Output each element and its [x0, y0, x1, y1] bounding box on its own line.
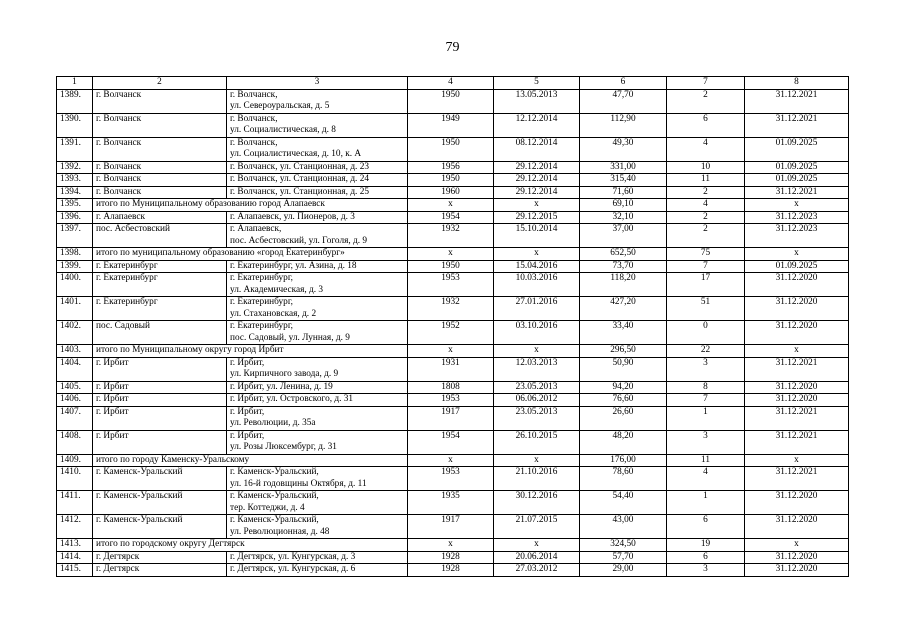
year-cell: 1931 [408, 357, 494, 381]
date-cell: 23.05.2013 [494, 381, 580, 394]
row-number-cell: 1398. [57, 248, 93, 261]
table-row [57, 357, 849, 381]
address-line: ул. Стахановская, д. 2 [230, 308, 317, 319]
subtotal-label-cell: итого по Муниципальному образованию город Алапаевск [93, 199, 408, 212]
date-cell: 13.05.2013 [494, 89, 580, 113]
settlement-cell: г. Волчанск [93, 186, 227, 199]
header-cell: 2 [93, 77, 227, 90]
year-cell: 1956 [408, 161, 494, 174]
settlement-cell: г. Екатеринбург [93, 273, 227, 297]
row-number-cell: 1412. [57, 515, 93, 539]
count-cell: 10 [667, 161, 745, 174]
address-line: ул. 16-й годовщины Октября, д. 11 [230, 478, 367, 489]
table-row [57, 113, 849, 137]
count-cell: 51 [667, 297, 745, 321]
address-cell [227, 406, 408, 430]
term-cell: 01.09.2025 [745, 161, 849, 174]
date-cell: 12.12.2014 [494, 113, 580, 137]
table-row [57, 260, 849, 273]
count-cell: 4 [667, 137, 745, 161]
table-row [57, 224, 849, 248]
address-cell [227, 260, 408, 273]
address-line: ул. Кирпичного завода, д. 9 [230, 369, 339, 379]
date-cell: 29.12.2015 [494, 211, 580, 224]
date-cell: x [494, 345, 580, 358]
settlement-cell: г. Ирбит [93, 430, 227, 454]
count-cell: 17 [667, 273, 745, 297]
row-number-cell: 1410. [57, 467, 93, 491]
area-cell: 76,60 [580, 394, 667, 407]
term-cell: 31.12.2021 [745, 406, 849, 430]
year-cell: 1928 [408, 564, 494, 577]
table-row [57, 381, 849, 394]
count-cell: 1 [667, 491, 745, 515]
row-number-cell: 1409. [57, 454, 93, 467]
settlement-cell: г. Екатеринбург [93, 260, 227, 273]
address-line: г. Ирбит, [230, 406, 265, 417]
header-cell: 1 [57, 77, 93, 90]
table-row [57, 89, 849, 113]
row-number-cell: 1406. [57, 394, 93, 407]
term-cell: 31.12.2021 [745, 89, 849, 113]
term-cell: 31.12.2020 [745, 564, 849, 577]
area-cell: 57,70 [580, 551, 667, 564]
settlement-cell: пос. Садовый [93, 321, 227, 345]
address-cell [227, 297, 408, 321]
row-number-cell: 1415. [57, 564, 93, 577]
date-cell: 15.04.2016 [494, 260, 580, 273]
count-cell: 2 [667, 224, 745, 248]
year-cell: 1952 [408, 321, 494, 345]
address-cell [227, 430, 408, 454]
address-cell [227, 186, 408, 199]
count-cell: 3 [667, 357, 745, 381]
term-cell: 31.12.2021 [745, 357, 849, 381]
address-line: ул. Социалистическая, д. 8 [230, 125, 336, 135]
count-cell: 11 [667, 174, 745, 187]
header-cell: 3 [227, 77, 408, 90]
table-row [57, 211, 849, 224]
settlement-cell: г. Ирбит [93, 394, 227, 407]
row-number-cell: 1399. [57, 260, 93, 273]
area-cell: 296,50 [580, 345, 667, 358]
date-cell: 23.05.2013 [494, 406, 580, 430]
row-number-cell: 1395. [57, 199, 93, 212]
table-row [57, 467, 849, 491]
count-cell: 2 [667, 89, 745, 113]
header-cell: 6 [580, 77, 667, 90]
table-row [57, 406, 849, 430]
table-row [57, 394, 849, 407]
term-cell: 31.12.2020 [745, 297, 849, 321]
address-line: ул. Революции, д. 35а [230, 418, 316, 428]
term-cell: x [745, 199, 849, 212]
address-cell [227, 491, 408, 515]
address-line: г. Волчанск, ул. Станционная, д. 23 [230, 161, 370, 172]
date-cell: 29.12.2014 [494, 174, 580, 187]
row-number-cell: 1407. [57, 406, 93, 430]
year-cell: 1917 [408, 515, 494, 539]
address-line: г. Алапаевск, ул. Пионеров, д. 3 [230, 211, 355, 222]
area-cell: 54,40 [580, 491, 667, 515]
table-row [57, 186, 849, 199]
settlement-cell: пос. Асбестовский [93, 224, 227, 248]
address-line: г. Волчанск, ул. Станционная, д. 25 [230, 186, 370, 197]
count-cell: 6 [667, 113, 745, 137]
subtotal-row [57, 345, 849, 358]
address-line: г. Каменск-Уральский, [230, 515, 319, 525]
settlement-cell: г. Каменск-Уральский [93, 467, 227, 491]
term-cell: x [745, 454, 849, 467]
subtotal-row [57, 248, 849, 261]
row-number-cell: 1394. [57, 186, 93, 199]
term-cell: 31.12.2021 [745, 186, 849, 199]
row-number-cell: 1396. [57, 211, 93, 224]
year-cell: 1954 [408, 430, 494, 454]
row-number-cell: 1389. [57, 89, 93, 113]
area-cell: 94,20 [580, 381, 667, 394]
address-cell [227, 381, 408, 394]
date-cell: 21.10.2016 [494, 467, 580, 491]
row-number-cell: 1401. [57, 297, 93, 321]
term-cell: 31.12.2020 [745, 273, 849, 297]
table-row [57, 564, 849, 577]
address-line: г. Каменск-Уральский, [230, 467, 319, 477]
date-cell: 20.06.2014 [494, 551, 580, 564]
row-number-cell: 1413. [57, 539, 93, 552]
address-cell [227, 137, 408, 161]
year-cell: 1950 [408, 260, 494, 273]
term-cell: 01.09.2025 [745, 260, 849, 273]
row-number-cell: 1390. [57, 113, 93, 137]
header-cell: 5 [494, 77, 580, 90]
address-line: ул. Розы Люксембург, д. 31 [230, 442, 337, 452]
term-cell: 31.12.2020 [745, 551, 849, 564]
address-cell [227, 515, 408, 539]
year-cell: 1954 [408, 211, 494, 224]
date-cell: 26.10.2015 [494, 430, 580, 454]
address-line: ул. Североуральская, д. 5 [230, 101, 330, 111]
address-line: г. Дегтярск, ул. Кунгурская, д. 6 [230, 564, 356, 574]
area-cell: 26,60 [580, 406, 667, 430]
address-cell [227, 161, 408, 174]
term-cell: 31.12.2021 [745, 467, 849, 491]
address-cell [227, 113, 408, 137]
area-cell: 73,70 [580, 260, 667, 273]
table-row [57, 551, 849, 564]
address-line: ул. Академическая, д. 3 [230, 284, 324, 295]
year-cell: 1953 [408, 394, 494, 407]
area-cell: 71,60 [580, 186, 667, 199]
term-cell: 01.09.2025 [745, 174, 849, 187]
date-cell: 06.06.2012 [494, 394, 580, 407]
year-cell: 1932 [408, 224, 494, 248]
area-cell: 118,20 [580, 273, 667, 297]
address-line: ул. Социалистическая, д. 10, к. А [230, 149, 362, 159]
year-cell: 1950 [408, 174, 494, 187]
settlement-cell: г. Екатеринбург [93, 297, 227, 321]
header-cell: 8 [745, 77, 849, 90]
table-row [57, 491, 849, 515]
date-cell: 27.01.2016 [494, 297, 580, 321]
area-cell: 47,70 [580, 89, 667, 113]
count-cell: 7 [667, 260, 745, 273]
subtotal-label-cell: итого по городскому округу Дегтярск [93, 539, 408, 552]
term-cell: 31.12.2020 [745, 394, 849, 407]
address-cell [227, 224, 408, 248]
subtotal-row [57, 199, 849, 212]
year-cell: x [408, 454, 494, 467]
row-number-cell: 1411. [57, 491, 93, 515]
area-cell: 49,30 [580, 137, 667, 161]
area-cell: 29,00 [580, 564, 667, 577]
row-number-cell: 1402. [57, 321, 93, 345]
settlement-cell: г. Ирбит [93, 357, 227, 381]
term-cell: 31.12.2023 [745, 211, 849, 224]
address-cell [227, 273, 408, 297]
date-cell: x [494, 199, 580, 212]
area-cell: 69,10 [580, 199, 667, 212]
page-number: 79 [445, 40, 460, 55]
address-line: г. Волчанск, [230, 137, 278, 148]
address-line: г. Волчанск, [230, 89, 278, 100]
settlement-cell: г. Волчанск [93, 161, 227, 174]
subtotal-row [57, 539, 849, 552]
area-cell: 176,00 [580, 454, 667, 467]
count-cell: 75 [667, 248, 745, 261]
settlement-cell: г. Волчанск [93, 137, 227, 161]
settlement-cell: г. Волчанск [93, 113, 227, 137]
settlement-cell: г. Каменск-Уральский [93, 515, 227, 539]
address-line: г. Ирбит, ул. Островского, д. 31 [230, 394, 354, 404]
table-body [57, 89, 849, 576]
address-cell [227, 321, 408, 345]
term-cell: 01.09.2025 [745, 137, 849, 161]
settlement-cell: г. Дегтярск [93, 551, 227, 564]
date-cell: 12.03.2013 [494, 357, 580, 381]
address-cell [227, 394, 408, 407]
year-cell: x [408, 539, 494, 552]
area-cell: 315,40 [580, 174, 667, 187]
row-number-cell: 1403. [57, 345, 93, 358]
year-cell: 1949 [408, 113, 494, 137]
date-cell: 08.12.2014 [494, 137, 580, 161]
term-cell: 31.12.2020 [745, 515, 849, 539]
address-cell [227, 357, 408, 381]
term-cell: 31.12.2020 [745, 321, 849, 345]
table-row [57, 174, 849, 187]
row-number-cell: 1400. [57, 273, 93, 297]
address-line: пос. Асбестовский, ул. Гоголя, д. 9 [230, 235, 368, 246]
area-cell: 32,10 [580, 211, 667, 224]
address-cell [227, 174, 408, 187]
year-cell: 1953 [408, 467, 494, 491]
date-cell: x [494, 248, 580, 261]
settlement-cell: г. Волчанск [93, 174, 227, 187]
term-cell: x [745, 539, 849, 552]
address-line: г. Волчанск, [230, 113, 278, 124]
address-line: г. Ирбит, [230, 430, 265, 441]
area-cell: 50,90 [580, 357, 667, 381]
header-cell: 7 [667, 77, 745, 90]
settlement-cell: г. Ирбит [93, 406, 227, 430]
term-cell: x [745, 248, 849, 261]
settlement-cell: г. Алапаевск [93, 211, 227, 224]
address-cell [227, 89, 408, 113]
address-line: г. Екатеринбург, [230, 273, 293, 283]
area-cell: 427,20 [580, 297, 667, 321]
year-cell: 1953 [408, 273, 494, 297]
area-cell: 37,00 [580, 224, 667, 248]
count-cell: 2 [667, 211, 745, 224]
area-cell: 331,00 [580, 161, 667, 174]
date-cell: x [494, 539, 580, 552]
term-cell: 31.12.2020 [745, 491, 849, 515]
date-cell: 27.03.2012 [494, 564, 580, 577]
address-line: г. Ирбит, [230, 357, 265, 368]
date-cell: 29.12.2014 [494, 161, 580, 174]
row-number-cell: 1392. [57, 161, 93, 174]
row-number-cell: 1391. [57, 137, 93, 161]
register-table [56, 76, 849, 577]
header-row [57, 77, 849, 90]
date-cell: 21.07.2015 [494, 515, 580, 539]
address-line: г. Алапаевск, [230, 224, 282, 234]
term-cell: x [745, 345, 849, 358]
year-cell: 1960 [408, 186, 494, 199]
address-line: г. Дегтярск, ул. Кунгурская, д. 3 [230, 551, 356, 562]
settlement-cell: г. Ирбит [93, 381, 227, 394]
date-cell: 30.12.2016 [494, 491, 580, 515]
count-cell: 1 [667, 406, 745, 430]
count-cell: 11 [667, 454, 745, 467]
area-cell: 78,60 [580, 467, 667, 491]
count-cell: 4 [667, 199, 745, 212]
term-cell: 31.12.2021 [745, 430, 849, 454]
row-number-cell: 1408. [57, 430, 93, 454]
subtotal-label-cell: итого по Муниципальному округу город Ирбит [93, 345, 408, 358]
year-cell: x [408, 199, 494, 212]
year-cell: 1928 [408, 551, 494, 564]
date-cell: 10.03.2016 [494, 273, 580, 297]
address-cell [227, 467, 408, 491]
table-row [57, 137, 849, 161]
term-cell: 31.12.2023 [745, 224, 849, 248]
count-cell: 2 [667, 186, 745, 199]
term-cell: 31.12.2021 [745, 113, 849, 137]
date-cell: 29.12.2014 [494, 186, 580, 199]
term-cell: 31.12.2020 [745, 381, 849, 394]
count-cell: 6 [667, 515, 745, 539]
row-number-cell: 1405. [57, 381, 93, 394]
address-cell [227, 551, 408, 564]
count-cell: 3 [667, 430, 745, 454]
table-row [57, 273, 849, 297]
address-line: г. Екатеринбург, ул. Азина, д. 18 [230, 260, 357, 271]
settlement-cell: г. Каменск-Уральский [93, 491, 227, 515]
date-cell: 03.10.2016 [494, 321, 580, 345]
settlement-cell: г. Волчанск [93, 89, 227, 113]
date-cell: 15.10.2014 [494, 224, 580, 248]
table-row [57, 297, 849, 321]
address-line: г. Екатеринбург, [230, 297, 293, 307]
row-number-cell: 1393. [57, 174, 93, 187]
address-line: пос. Садовый, ул. Лунная, д. 9 [230, 332, 350, 343]
address-cell [227, 564, 408, 577]
table-row [57, 321, 849, 345]
area-cell: 33,40 [580, 321, 667, 345]
table-row [57, 515, 849, 539]
year-cell: 1935 [408, 491, 494, 515]
address-line: г. Екатеринбург, [230, 321, 293, 331]
area-cell: 324,50 [580, 539, 667, 552]
year-cell: x [408, 345, 494, 358]
year-cell: x [408, 248, 494, 261]
row-number-cell: 1414. [57, 551, 93, 564]
count-cell: 7 [667, 394, 745, 407]
area-cell: 652,50 [580, 248, 667, 261]
count-cell: 19 [667, 539, 745, 552]
year-cell: 1917 [408, 406, 494, 430]
area-cell: 48,20 [580, 430, 667, 454]
area-cell: 112,90 [580, 113, 667, 137]
count-cell: 0 [667, 321, 745, 345]
row-number-cell: 1404. [57, 357, 93, 381]
table-row [57, 430, 849, 454]
subtotal-label-cell: итого по городу Каменску-Уральскому [93, 454, 408, 467]
address-line: г. Каменск-Уральский, [230, 491, 319, 501]
header-cell: 4 [408, 77, 494, 90]
subtotal-row [57, 454, 849, 467]
address-line: г. Ирбит, ул. Ленина, д. 19 [230, 381, 333, 392]
count-cell: 8 [667, 381, 745, 394]
subtotal-label-cell: итого по муниципальному образованию «город Екатеринбург» [93, 248, 408, 261]
count-cell: 22 [667, 345, 745, 358]
count-cell: 4 [667, 467, 745, 491]
table-row [57, 161, 849, 174]
address-cell [227, 211, 408, 224]
count-cell: 6 [667, 551, 745, 564]
year-cell: 1950 [408, 89, 494, 113]
address-line: тер. Коттеджи, д. 4 [230, 502, 305, 513]
date-cell: x [494, 454, 580, 467]
year-cell: 1950 [408, 137, 494, 161]
address-line: г. Волчанск, ул. Станционная, д. 24 [230, 174, 370, 184]
settlement-cell: г. Дегтярск [93, 564, 227, 577]
row-number-cell: 1397. [57, 224, 93, 248]
year-cell: 1932 [408, 297, 494, 321]
count-cell: 3 [667, 564, 745, 577]
year-cell: 1808 [408, 381, 494, 394]
address-line: ул. Революционная, д. 48 [230, 526, 330, 537]
area-cell: 43,00 [580, 515, 667, 539]
